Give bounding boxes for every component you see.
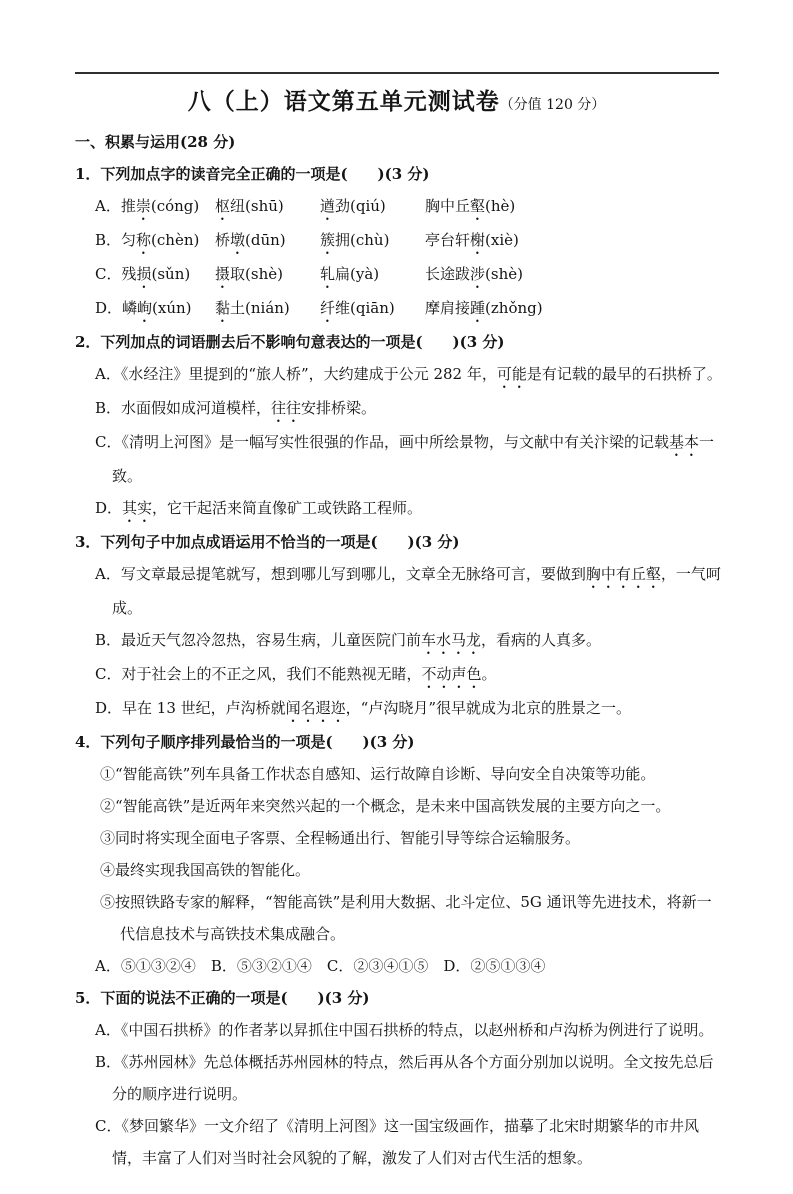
sentence-item [100, 790, 723, 822]
page-title-score-suffix: （分值 120 分） [499, 97, 606, 113]
text-run: B．水面假如成河道模样， [95, 399, 272, 417]
text-run: 拥(chù) [335, 231, 390, 249]
question-stem: 5．下面的说法不正确的一项是( )(3 分) [75, 989, 370, 1007]
sentence-item [100, 886, 723, 950]
text-run: 土(nián) [230, 299, 290, 317]
emphasized-text: 墩 [230, 231, 246, 249]
text-run: ，看病的人真多。 [481, 631, 602, 649]
text-run: 胸中丘 [425, 197, 471, 215]
paper-content [0, 116, 793, 1174]
emphasized-text: 闻名遐迩 [285, 699, 346, 717]
pinyin-cell [95, 224, 215, 258]
text-run: D． [95, 499, 123, 517]
emphasized-text: 基本 [668, 433, 699, 451]
text-run: 劲(qiú) [335, 197, 386, 215]
emphasized-text: 涉 [470, 265, 486, 283]
pinyin-option-line [95, 224, 723, 258]
text-run: (xiè) [485, 231, 519, 249]
option-line [95, 1110, 723, 1174]
pinyin-option-line [95, 292, 723, 326]
pinyin-cell [95, 292, 215, 326]
text-run: 纽(shū) [230, 197, 284, 215]
text-run: (zhǒng) [485, 299, 543, 317]
text-run: ，一气呵成。 [112, 565, 721, 617]
pinyin-cell [425, 190, 515, 224]
emphasized-text: 峋 [137, 299, 153, 317]
question-stem: 3．下列句子中加点成语运用不恰当的一项是( )(3 分) [75, 533, 460, 551]
section-heading: 一、积累与运用(28 分) [75, 133, 236, 151]
text-run: A．写文章最忌提笔就写，想到哪儿写到哪儿，文章全无脉络可言，要做到 [95, 565, 586, 583]
text-run: 是有记载的最早的石拱桥了。 [526, 365, 722, 383]
text-run: ，“卢沟晓月”很早就成为北京的胜景之一。 [345, 699, 632, 717]
pinyin-cell [320, 190, 425, 224]
option-line [95, 692, 723, 726]
pinyin-cell [215, 292, 320, 326]
text-run: 。 [481, 665, 497, 683]
pinyin-cell [320, 258, 425, 292]
emphasized-text: 摄 [215, 265, 231, 283]
option-line [95, 1014, 723, 1046]
page-title: 八（上）语文第五单元测试卷 [187, 88, 500, 115]
text-run: 长途跋 [425, 265, 471, 283]
emphasized-text: 崇 [135, 197, 151, 215]
pinyin-cell [425, 258, 523, 292]
emphasized-text: 损 [136, 265, 152, 283]
text-run: D．早在 13 世纪，卢沟桥就 [95, 699, 286, 717]
text-run: ⑤按照铁路专家的解释，“智能高铁”是利用大数据、北斗定位、5G 通讯等先进技术，将新一代信息技术与高铁技术集成融合。 [100, 893, 712, 943]
text-run: A．《水经注》里提到的“旅人桥”，大约建成于公元 282 年， [95, 365, 497, 383]
pinyin-cell [95, 190, 215, 224]
sentence-item [100, 854, 723, 886]
text-run: 维(qiān) [335, 299, 395, 317]
emphasized-text: 黏 [215, 299, 231, 317]
text-run: D．嶙 [95, 299, 138, 317]
text-run: 安排桥梁。 [301, 399, 377, 417]
question-stem: 2．下列加点的词语删去后不影响句意表达的一项是( )(3 分) [75, 333, 505, 351]
text-run: C．《梦回繁华》一文介绍了《清明上河图》这一国宝级画作，描摹了北宋时期繁华的市井风情，丰富了人们对当时社会风貌的了解，激发了人们对古代生活的想象。 [95, 1117, 699, 1167]
text-run: ②“智能高铁”是近两年来突然兴起的一个概念，是未来中国高铁发展的主要方向之一。 [100, 797, 671, 815]
pinyin-cell [95, 258, 215, 292]
emphasized-text: 踵 [470, 299, 486, 317]
option-line [95, 624, 723, 658]
text-run: (xún) [152, 299, 192, 317]
text-run: (shè) [485, 265, 523, 283]
text-run: A．⑤①③②④ B．⑤③②①④ C．②③④①⑤ D．②⑤①③④ [95, 957, 546, 975]
text-run: 亭台轩 [425, 231, 471, 249]
text-run: C．对于社会上的不正之风，我们不能熟视无睹， [95, 665, 422, 683]
text-run: (dūn) [245, 231, 286, 249]
text-run: ①“智能高铁”列车具备工作状态自感知、运行故障自诊断、导向安全自决策等功能。 [100, 765, 656, 783]
text-run: ④最终实现我国高铁的智能化。 [100, 861, 311, 879]
text-run: (hè) [485, 197, 516, 215]
text-run: A．《中国石拱桥》的作者茅以昇抓住中国石拱桥的特点，以赵州桥和卢沟桥为例进行了说明。 [95, 1021, 714, 1039]
emphasized-text: 称 [136, 231, 152, 249]
text-run: 摩肩接 [425, 299, 471, 317]
questions [75, 158, 723, 1174]
question-4 [75, 726, 723, 982]
text-run: 桥 [215, 231, 231, 249]
text-run: B．匀 [95, 231, 137, 249]
pinyin-cell [320, 292, 425, 326]
option-line [95, 658, 723, 692]
emphasized-text: 遒 [320, 197, 336, 215]
question-5 [75, 982, 723, 1174]
pinyin-option-line [95, 190, 723, 224]
option-line [95, 558, 723, 624]
emphasized-text: 簇 [320, 231, 336, 249]
option-line [95, 358, 723, 392]
emphasized-text: 纤 [320, 299, 336, 317]
option-line [95, 392, 723, 426]
pinyin-cell [425, 224, 519, 258]
title-row [0, 83, 793, 116]
emphasized-text: 榭 [470, 231, 486, 249]
emphasized-text: 往往 [271, 399, 302, 417]
text-run: 扁(yà) [335, 265, 380, 283]
emphasized-text: 不动声色 [421, 665, 482, 683]
pinyin-cell [425, 292, 543, 326]
text-run: B．最近天气忽冷忽热，容易生病，儿童医院门前 [95, 631, 422, 649]
option-line [95, 1046, 723, 1110]
emphasized-text: 枢 [215, 197, 231, 215]
question-2 [75, 326, 723, 526]
sentence-item [100, 822, 723, 854]
text-run: 取(shè) [230, 265, 283, 283]
text-run: A．推 [95, 197, 136, 215]
text-run: (sǔn) [151, 265, 191, 283]
text-run: B．《苏州园林》先总体概括苏州园林的特点，然后再从各个方面分别加以说明。全文按先总后分的顺序进行说明。 [95, 1053, 714, 1103]
text-run: ，它干起活来简直像矿工或铁路工程师。 [152, 499, 423, 517]
option-line [95, 426, 723, 492]
text-run: C．《清明上河图》是一幅写实性很强的作品，画中所绘景物，与文献中有关汴梁的记载 [95, 433, 669, 451]
emphasized-text: 其实 [122, 499, 153, 517]
emphasized-text: 壑 [470, 197, 486, 215]
text-run: (cóng) [150, 197, 200, 215]
pinyin-cell [215, 190, 320, 224]
emphasized-text: 可能 [496, 365, 527, 383]
pinyin-cell [215, 224, 320, 258]
text-run: C．残 [95, 265, 137, 283]
text-run: ③同时将实现全面电子客票、全程畅通出行、智能引导等综合运输服务。 [100, 829, 581, 847]
question-3 [75, 526, 723, 726]
header-rule [75, 72, 719, 74]
text-run: (chèn) [151, 231, 200, 249]
sentence-item [100, 758, 723, 790]
option-line [95, 492, 723, 526]
emphasized-text: 车水马龙 [421, 631, 482, 649]
pinyin-cell [215, 258, 320, 292]
emphasized-text: 轧 [320, 265, 336, 283]
pinyin-cell [320, 224, 425, 258]
question-1 [75, 158, 723, 326]
question-stem: 1．下列加点字的读音完全正确的一项是( )(3 分) [75, 165, 430, 183]
text-run: 一致。 [112, 433, 715, 485]
question-stem: 4．下列句子顺序排列最恰当的一项是( )(3 分) [75, 733, 415, 751]
pinyin-option-line [95, 258, 723, 292]
answer-choices-line [95, 950, 723, 982]
emphasized-text: 胸中有丘壑 [585, 565, 661, 583]
